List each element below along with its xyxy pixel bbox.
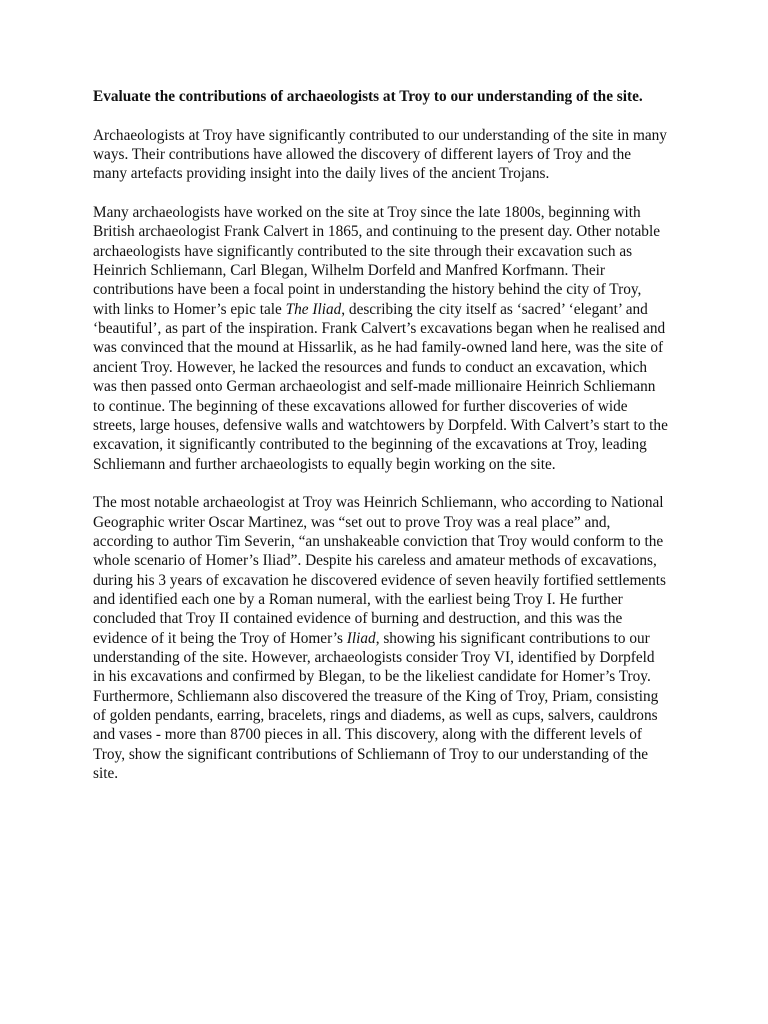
paragraph-line: ways. Their contributions have allowed the discovery of different layers of Troy and the (93, 146, 632, 164)
paragraph-line: streets, large houses, defensive walls and watchtowers by Dorpfeld. With Calvert’s start to the (93, 416, 668, 434)
paragraph-line: Geographic writer Oscar Martinez, was “set out to prove Troy was a real place” and, (93, 513, 611, 531)
paragraph-line: ‘beautiful’, as part of the inspiration. Frank Calvert’s excavations began when he realised and (93, 320, 666, 338)
paragraph-line: understanding of the site. However, archaeologists consider Troy VI, identified by Dorpfeld (93, 648, 655, 666)
line-text: , describing the city itself as ‘sacred’ ‘elegant’ and (341, 300, 648, 318)
paragraph-line: during his 3 years of excavation he discovered evidence of seven heavily fortified settlements (93, 571, 667, 589)
paragraph-line: contributions have been a focal point in understanding the history behind the city of Troy, (93, 281, 642, 299)
document-body (93, 87, 693, 783)
paragraph-line: was convinced that the mound at Hissarlik, as he had family-owned land here, was the site of (93, 339, 664, 357)
paragraph-line (93, 629, 693, 648)
essay-paragraphs (93, 126, 693, 784)
paragraph-line: The most notable archaeologist at Troy was Heinrich Schliemann, who according to National (93, 494, 664, 512)
paragraph-line: in his excavations and confirmed by Blegan, to be the likeliest candidate for Homer’s Troy. (93, 668, 651, 686)
line-text: with links to Homer’s epic tale (93, 300, 286, 318)
paragraph-line: was then passed onto German archaeologist and self-made millionaire Heinrich Schliemann (93, 378, 656, 396)
line-text: evidence of it being the Troy of Homer’s (93, 629, 347, 647)
paragraph-line: ancient Troy. However, he lacked the resources and funds to conduct an excavation, which (93, 358, 648, 376)
italic-work-title: Iliad (346, 629, 376, 647)
essay-paragraph (93, 493, 693, 783)
paragraph-line: excavation, it significantly contributed to the beginning of the excavations at Troy, leading (93, 436, 647, 454)
essay-question-title: Evaluate the contributions of archaeologists at Troy to our understanding of the site. (93, 88, 643, 105)
essay-paragraph (93, 203, 693, 474)
paragraph-line: Archaeologists at Troy have significantly contributed to our understanding of the site in many (93, 126, 667, 144)
paragraph-line: Many archaeologists have worked on the site at Troy since the late 1800s, beginning with (93, 204, 641, 222)
paragraph-line: whole scenario of Homer’s Iliad”. Despite his careless and amateur methods of excavations, (93, 552, 657, 570)
paragraph-line: to continue. The beginning of these excavations allowed for further discoveries of wide (93, 397, 628, 415)
paragraph-line: many artefacts providing insight into the daily lives of the ancient Trojans. (93, 165, 550, 183)
paragraph-line: and vases - more than 8700 pieces in all. This discovery, along with the different levels of (93, 726, 642, 744)
paragraph-line: according to author Tim Severin, “an unshakeable conviction that Troy would conform to the (93, 532, 664, 550)
paragraph-line: concluded that Troy II contained evidence of burning and destruction, and this was the (93, 610, 623, 628)
paragraph-line: Heinrich Schliemann, Carl Blegan, Wilhelm Dorfeld and Manfred Korfmann. Their (93, 262, 605, 280)
italic-work-title: The Iliad (285, 300, 342, 318)
paragraph-line: Schliemann and further archaeologists to equally begin working on the site. (93, 455, 556, 473)
paragraph-line: Furthermore, Schliemann also discovered the treasure of the King of Troy, Priam, consisting (93, 687, 659, 705)
paragraph-line: site. (93, 765, 119, 783)
essay-paragraph (93, 126, 693, 184)
line-text: , showing his significant contributions to our (375, 629, 650, 647)
paragraph-line (93, 300, 693, 319)
paragraph-line: of golden pendants, earring, bracelets, rings and diadems, as well as cups, salvers, cauldrons (93, 707, 658, 724)
paragraph-line: British archaeologist Frank Calvert in 1865, and continuing to the present day. Other notable (93, 223, 660, 241)
paragraph-line: archaeologists have significantly contributed to the site through their excavation such as (93, 242, 633, 260)
paragraph-line: Troy, show the significant contributions of Schliemann of Troy to our understanding of the (93, 745, 649, 763)
paragraph-line: and identified each one by a Roman numeral, with the earliest being Troy I. He further (93, 590, 623, 608)
